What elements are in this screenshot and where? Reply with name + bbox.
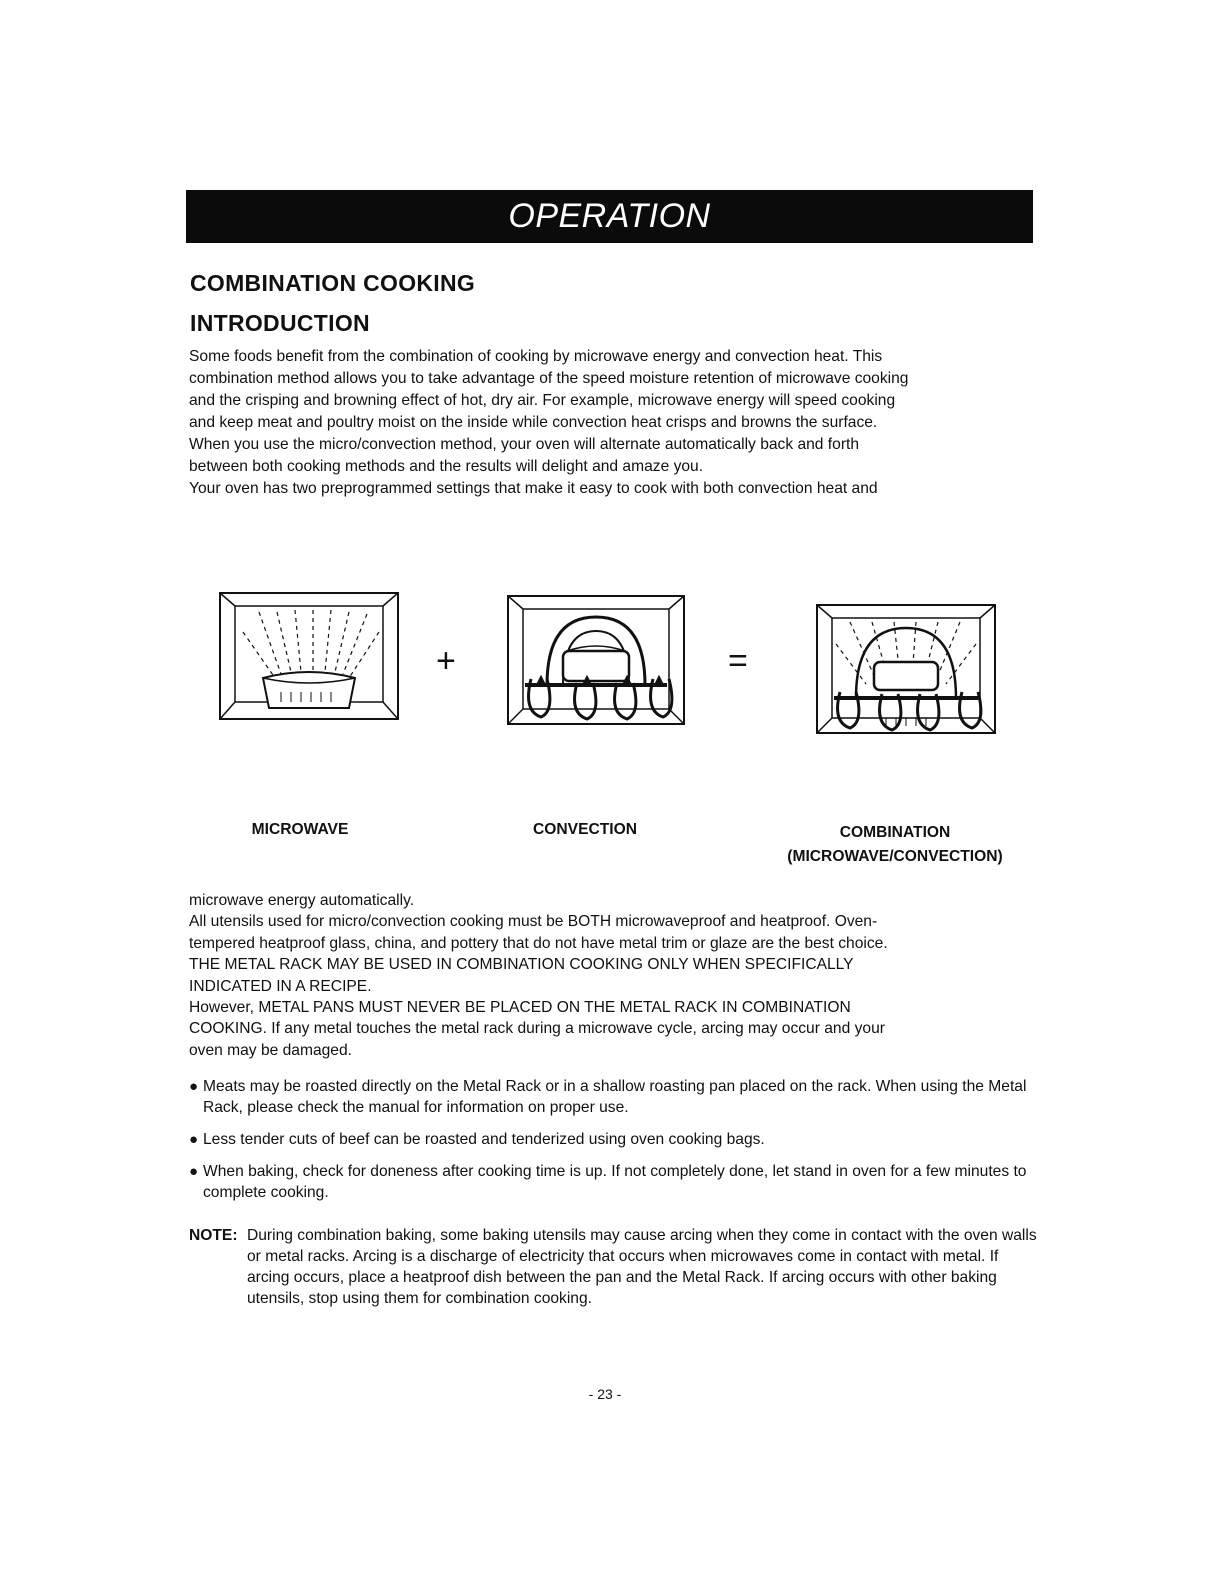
- body-line: However, METAL PANS MUST NEVER BE PLACED ON THE METAL RACK IN COMBINATION: [189, 999, 851, 1017]
- page-number: - 23 -: [588, 1386, 622, 1402]
- microwave-illustration: [219, 592, 399, 720]
- intro-line: combination method allows you to take advantage of the speed moisture retention of microwave cooking: [189, 370, 909, 387]
- list-item: [189, 1076, 1039, 1118]
- convection-illustration: [507, 595, 685, 725]
- banner-title: OPERATION: [508, 197, 711, 235]
- operation-banner: [186, 190, 1033, 243]
- bullet-icon: ●: [189, 1078, 199, 1095]
- equals-sign: =: [728, 642, 748, 680]
- list-item-text: Less tender cuts of beef can be roasted and tenderized using oven cooking bags.: [203, 1131, 765, 1148]
- intro-line: and keep meat and poultry moist on the inside while convection heat crisps and browns the surface.: [189, 414, 878, 431]
- body-line: INDICATED IN A RECIPE.: [189, 977, 372, 995]
- note-text: During combination baking, some baking utensils may cause arcing when they come in contact with the oven walls or metal racks. Arcing is a discharge of electricity that occurs when microwaves come in contact with metal. If arcing occurs, place a heatproof dish between the pan and the Metal Rack. If arcing occurs with other baking utensils, stop using them for combination cooking.: [247, 1227, 1037, 1307]
- list-item-text: Meats may be roasted directly on the Metal Rack or in a shallow roasting pan placed on the rack. When using the Metal Rack, please check the manual for information on proper use.: [203, 1078, 1027, 1116]
- body-line: COOKING. If any metal touches the metal rack during a microwave cycle, arcing may occur and your: [189, 1020, 885, 1038]
- intro-paragraph: [189, 346, 1039, 500]
- intro-line: Your oven has two preprogrammed settings that make it easy to cook with both convection heat and: [189, 480, 878, 497]
- bullet-icon: ●: [189, 1163, 199, 1180]
- bullet-icon: ●: [189, 1131, 199, 1148]
- list-item: [189, 1161, 1039, 1203]
- tips-list: [189, 1076, 1039, 1214]
- note-label: NOTE:: [189, 1227, 238, 1244]
- utensils-paragraph: [189, 890, 1039, 1061]
- combination-illustration: [816, 604, 996, 734]
- section-heading: COMBINATION COOKING: [190, 270, 476, 296]
- body-line: All utensils used for micro/convection cooking must be BOTH microwaveproof and heatproof. Oven-: [189, 913, 878, 931]
- caption-convection: CONVECTION: [533, 821, 637, 838]
- body-line: oven may be damaged.: [189, 1041, 352, 1059]
- note-block: [189, 1225, 1039, 1309]
- intro-line: between both cooking methods and the results will delight and amaze you.: [189, 458, 704, 475]
- list-item: [189, 1129, 1039, 1150]
- body-line: microwave energy automatically.: [189, 892, 415, 909]
- intro-line: Some foods benefit from the combination of cooking by microwave energy and convection heat. This: [189, 348, 883, 365]
- plus-sign: +: [436, 642, 456, 680]
- body-line: THE METAL RACK MAY BE USED IN COMBINATION COOKING ONLY WHEN SPECIFICALLY: [189, 956, 854, 974]
- caption-microwave: MICROWAVE: [251, 821, 349, 838]
- caption-combination-line1: COMBINATION: [839, 824, 951, 841]
- subsection-heading: INTRODUCTION: [190, 310, 370, 336]
- intro-line: and the crisping and browning effect of hot, dry air. For example, microwave energy will speed cooking: [189, 392, 896, 409]
- list-item-text: When baking, check for doneness after cooking time is up. If not completely done, let stand in oven for a few minutes to complete cooking.: [203, 1163, 1027, 1201]
- intro-line: When you use the micro/convection method, your oven will alternate automatically back and forth: [189, 436, 860, 453]
- caption-combination-line2: (MICROWAVE/CONVECTION): [787, 848, 1003, 865]
- caption-combination: [760, 821, 1030, 869]
- body-line: tempered heatproof glass, china, and pottery that do not have metal trim or glaze are the best choice.: [189, 934, 888, 952]
